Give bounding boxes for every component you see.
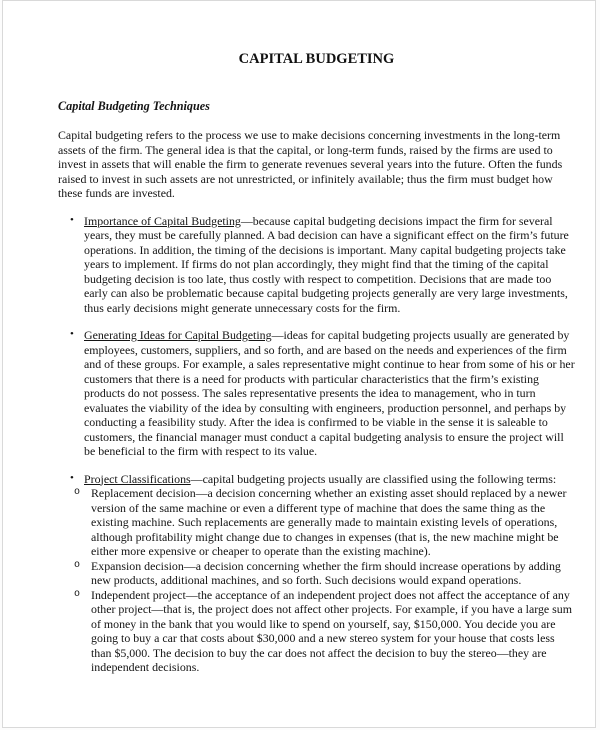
section-subtitle: Capital Budgeting Techniques	[58, 99, 210, 113]
bullet-body: —because capital budgeting decisions impact the firm for several years, they must be carefully planned. A bad decision can have a significant effect on the firm’s future operations. In addition, the timing of the decisions is important. Many capital budgeting projects take years to implement. If firms do not plan accordingly, they might find that the timing of the capital budgeting decision is too late, thus costly with respect to competition. Decisions that are made too early can also be problematic because capital budgeting projects generally are very large investments, thus early decisions might generate unnecessary costs for the firm.	[84, 213, 569, 315]
sub-item-text: Independent project—the acceptance of an independent project does not affect the acceptance of any other project—that is, the project does not affect other projects. For example, if you have a large sum of money in the bank that you would like to spend on yourself, say, $150,000. You decide you are going to buy a car that costs about $30,000 and a new stereo system for your house that costs less than $5,000. The decision to buy the car does not affect the decision to buy the stereo—they are independent decisions.	[91, 587, 572, 674]
bullet-item-importance	[58, 214, 575, 316]
bullet-list	[58, 214, 575, 675]
sub-item-text: Replacement decision—a decision concerning whether an existing asset should replaced by a newer version of the same machine or even a different type of machine that does the same thing as the existing machine. Such replacements are generally made to maintain existing levels of operations, although profitability might change due to changes in expenses (that is, the new machine might be either more expensive or cheaper to operate than the existing machine).	[91, 486, 567, 558]
bullet-heading: Project Classifications	[84, 471, 191, 486]
document-page	[2, 0, 596, 728]
circle-bullet-icon: o	[74, 588, 81, 600]
sub-item-replacement-decision	[58, 486, 575, 559]
sub-item-expansion-decision	[58, 559, 575, 588]
sub-item-independent-project	[58, 588, 575, 675]
sub-item-text: Expansion decision—a decision concerning whether the firm should increase operations by adding new products, additional machines, and so forth. Such decisions would expand operations.	[91, 558, 561, 587]
bullet-heading: Importance of Capital Budgeting	[84, 213, 241, 228]
bullet-heading: Generating Ideas for Capital Budgeting	[84, 328, 272, 342]
bullet-body: —capital budgeting projects usually are classified using the following terms:	[190, 471, 557, 486]
bullet-body: —ideas for capital budgeting projects usually are generated by employees, customers, suppliers, and so forth, and are based on the needs and experiences of the firm and of these groups. For example, a sales representative might continue to hear from some of his or her customers that there is a need for products with particular characteristics that the firm’s existing products do not possess. The sales representative presents the idea to management, who in turn evaluates the viability of the idea by consulting with engineers, production personnel, and perhaps by conducting a feasibility study. After the idea is confirmed to be viable in the sense it is saleable to customers, the financial manager must conduct a capital budgeting analysis to ensure the project will be beneficial to the firm with respect to its value.	[84, 328, 575, 458]
bullet-item-generating-ideas	[58, 328, 575, 459]
circle-bullet-icon: o	[74, 559, 81, 571]
bullet-item-project-classifications	[58, 472, 575, 675]
bullet-icon: •	[70, 328, 74, 340]
bullet-icon: •	[70, 213, 74, 226]
circle-bullet-icon: o	[74, 487, 81, 498]
intro-paragraph: Capital budgeting refers to the process we use to make decisions concerning investments in the long-term assets of the firm. The general idea is that the capital, or long-term funds, raised by the firms are used to invest in assets that will enable the firm to generate revenues several years into the future. Often the funds raised to invest in such assets are not unrestricted, or infinitely available; thus the firm must budget how these funds are invested.	[58, 128, 563, 200]
classification-sub-list	[58, 486, 575, 675]
bullet-icon: •	[70, 471, 74, 484]
document-title: CAPITAL BUDGETING	[238, 51, 395, 67]
document-content	[3, 1, 595, 675]
